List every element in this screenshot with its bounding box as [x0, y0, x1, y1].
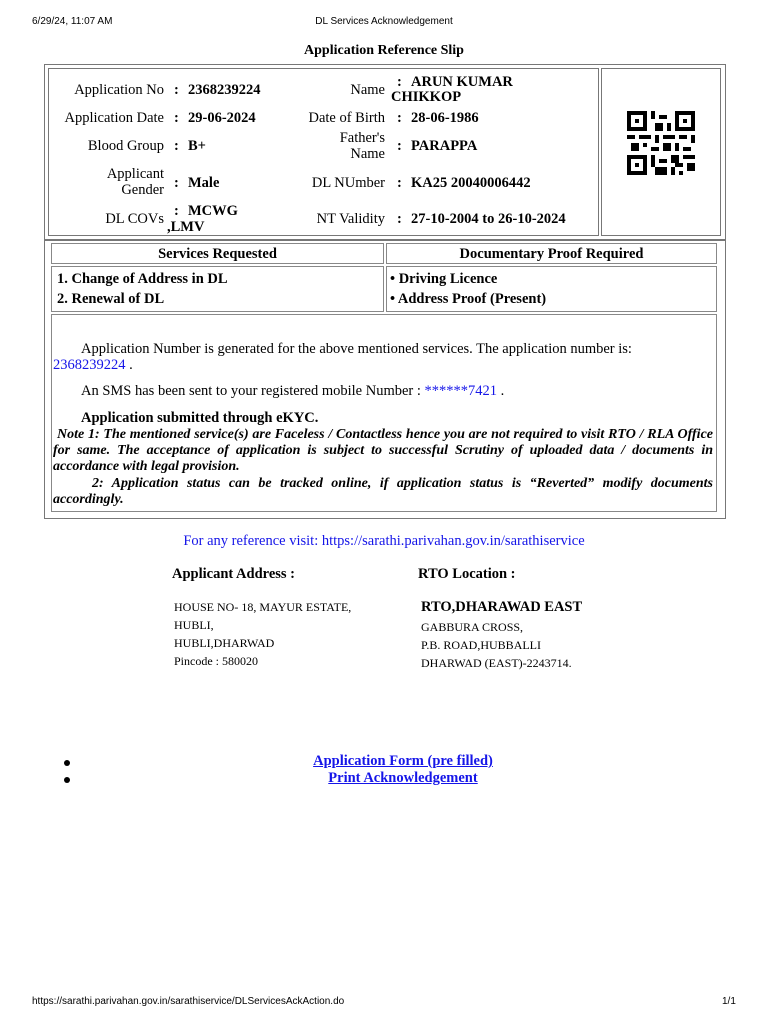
- pincode: Pincode : 580020: [174, 654, 258, 668]
- proof-item: • Address Proof (Present): [390, 291, 547, 307]
- application-form-link[interactable]: Application Form (pre filled): [313, 753, 493, 769]
- rto-name: RTO,DHARAWAD EAST: [421, 599, 583, 615]
- name-value-line2: CHIKKOP: [391, 89, 462, 105]
- services-requested-header: Services Requested: [51, 243, 384, 264]
- dl-covs-value-line2: ,LMV: [167, 219, 205, 235]
- applicant-address-heading: Applicant Address :: [172, 566, 296, 582]
- dl-number-value: KA25 20040006442: [411, 175, 531, 191]
- ekyc-message: Application submitted through eKYC.: [81, 410, 319, 426]
- blood-group-label: Blood Group: [87, 138, 164, 154]
- address-line: HUBLI,DHARWAD: [174, 636, 275, 650]
- services-requested-cell: [51, 266, 384, 312]
- address-line: HUBLI,: [174, 618, 214, 632]
- dob-value: 28-06-1986: [411, 110, 479, 126]
- applicant-details: Application No : 2368239224 Name : ARUN KUMAR CHIKKOP Application Date : 29-06-2024 Date of Birth : 28-06-1986 Blood Group : B+ Father's Name : PARAPPA Applicant Gender : Male DL NUmber : KA25 20040006442 DL COVs : MCWG ,LMV NT Validity : 27-10-2004 to 26-10-2024: [48, 68, 599, 236]
- dl-number-label: DL NUmber: [311, 175, 385, 191]
- slip-title: Application Reference Slip: [304, 43, 464, 58]
- qr-code-panel: [601, 68, 721, 236]
- documentary-proof-cell: [386, 266, 717, 312]
- gender-label-line2: Gender: [121, 182, 164, 198]
- rto-address-line: P.B. ROAD,HUBBALLI: [421, 638, 542, 652]
- app-date-label: Application Date: [64, 110, 164, 126]
- service-item: 1. Change of Address in DL: [57, 271, 228, 287]
- name-value-line1: ARUN KUMAR: [411, 74, 513, 90]
- nt-validity-label: NT Validity: [316, 211, 385, 227]
- proof-item: • Driving Licence: [390, 271, 498, 287]
- nt-validity-value: 27-10-2004 to 26-10-2024: [411, 211, 566, 227]
- note-2: 2: Application status can be tracked online, if application status is “Reverted” modify documents accordingly.: [53, 476, 713, 507]
- address-line: HOUSE NO- 18, MAYUR ESTATE,: [174, 600, 352, 614]
- rto-address-line: GABBURA CROSS,: [421, 620, 524, 634]
- gender-value: Male: [188, 175, 220, 191]
- print-date: 6/29/24, 11:07 AM: [32, 16, 113, 27]
- generated-message: Application Number is generated for the above mentioned services. The application number is:: [81, 341, 632, 357]
- applicant-info-box: [44, 64, 726, 240]
- blood-group-value: B+: [188, 138, 206, 154]
- footer-url: https://sarathi.parivahan.gov.in/sarathiservice/DLServicesAckAction.do: [32, 996, 345, 1007]
- service-item: 2. Renewal of DL: [57, 291, 165, 307]
- application-number-value: 2368239224: [53, 357, 126, 373]
- page-number: 1/1: [722, 996, 736, 1007]
- sms-message: An SMS has been sent to your registered mobile Number : ******7421 .: [81, 383, 505, 399]
- app-no-label: Application No: [74, 82, 164, 98]
- print-acknowledgement-link[interactable]: Print Acknowledgement: [328, 770, 478, 786]
- father-label-line1: Father's: [339, 130, 385, 146]
- reference-text: For any reference visit: https://sarathi.parivahan.gov.in/sarathiservice: [183, 533, 585, 549]
- generated-app-number-line: 2368239224 .: [53, 357, 133, 373]
- rto-address-line: DHARWAD (EAST)-2243714.: [421, 656, 572, 670]
- name-label: Name: [350, 82, 385, 98]
- documentary-proof-header: Documentary Proof Required: [386, 243, 717, 264]
- rto-location-heading: RTO Location :: [418, 566, 516, 582]
- father-name-value: PARAPPA: [411, 138, 478, 154]
- mobile-number-value: ******7421: [424, 383, 498, 399]
- note-1: Note 1: The mentioned service(s) are Faceless / Contactless hence you are not required to visit RTO / RLA Office for same. The acceptance of application is subject to successful Scrutiny of uploaded data / documents in accordance with legal provision.: [53, 427, 713, 474]
- dl-covs-label: DL COVs: [105, 211, 164, 227]
- dob-label: Date of Birth: [308, 110, 385, 126]
- app-no-value: 2368239224: [188, 82, 261, 98]
- father-label-line2: Name: [350, 146, 385, 162]
- app-date-value: 29-06-2024: [188, 110, 256, 126]
- qr-code-icon: [627, 111, 695, 175]
- dl-covs-value-line1: MCWG: [188, 203, 238, 219]
- document-title: DL Services Acknowledgement: [315, 16, 453, 27]
- gender-label-line1: Applicant: [106, 166, 164, 182]
